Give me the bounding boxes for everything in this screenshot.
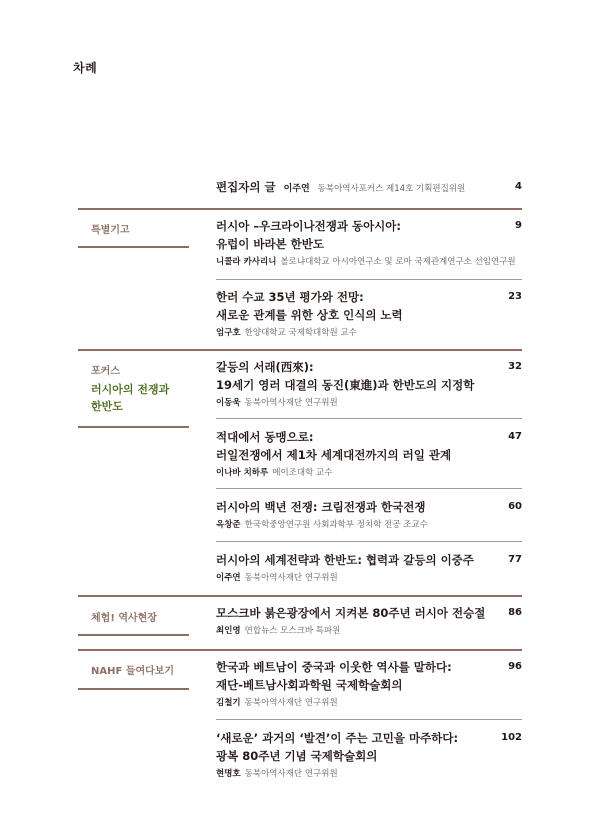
entry-title-line-2: 재단-베트남사회과학원 국제학술회의 <box>216 678 403 692</box>
entry-page: 96 <box>508 661 522 672</box>
entry-page: 102 <box>501 732 522 743</box>
entry-page: 23 <box>508 291 522 302</box>
toc-entry[interactable] <box>216 729 522 780</box>
entry-author: 이주연 <box>216 573 241 583</box>
entry-title-line-1: 러시아 –우크라이나전쟁과 동아시아: <box>216 219 401 233</box>
toc-entry[interactable] <box>216 358 522 409</box>
section-underline <box>78 688 189 690</box>
entry-author: 김철기 <box>216 698 241 708</box>
entry-title-line-2: 러일전쟁에서 제1차 세계대전까지의 러일 관계 <box>216 448 452 462</box>
entry-author: 이나바 치하루 <box>216 468 269 478</box>
toc-entry[interactable] <box>216 551 522 584</box>
entry-page: 4 <box>515 181 522 192</box>
entry-affiliation: 동북아역사포커스 제14호 기획편집위원 <box>317 184 466 194</box>
entry-title-line-1: 한러 수교 35년 평가와 전망: <box>216 290 364 304</box>
section-divider <box>78 349 522 351</box>
entry-title: 편집자의 글 <box>216 180 276 194</box>
entry-page: 60 <box>508 501 522 512</box>
entry-affiliation: 동북아역사재단 연구위원 <box>244 769 338 779</box>
entry-title-line-2: 새로운 관계를 위한 상호 인식의 노력 <box>216 308 403 322</box>
section-label-field: 체험! 역사현장 <box>91 613 158 624</box>
section-divider <box>78 649 522 651</box>
entry-affiliation: 동북아역사재단 연구위원 <box>244 698 338 708</box>
section-subtitle-line-2: 한반도 <box>91 400 123 413</box>
entry-page: 86 <box>508 607 522 618</box>
entry-page: 32 <box>508 361 522 372</box>
entry-title-line-1: 갈등의 서래(西來): <box>216 360 314 374</box>
section-subtitle-line-1: 러시아의 전쟁과 <box>91 383 170 396</box>
page-title: 차례 <box>73 61 98 75</box>
entry-title-line-2: 19세기 영러 대결의 동진(東進)과 한반도의 지정학 <box>216 378 475 392</box>
entry-author: 이동욱 <box>216 398 241 408</box>
entry-divider <box>216 541 522 542</box>
entry-author: 니콜라 카사리니 <box>216 257 277 267</box>
section-underline <box>78 426 189 428</box>
entry-title-line-1: 러시아의 백년 전쟁: 크림전쟁과 한국전쟁 <box>216 500 426 514</box>
section-divider <box>78 208 522 210</box>
entry-affiliation: 동북아역사재단 연구위원 <box>244 398 338 408</box>
toc-entry[interactable] <box>216 217 522 268</box>
entry-affiliation: 메이조대학 교수 <box>272 468 333 478</box>
entry-title-line-1: 러시아의 세계전략과 한반도: 협력과 갈등의 이중주 <box>216 553 474 567</box>
toc-entry[interactable] <box>216 498 522 531</box>
entry-title-line-1: 모스크바 붉은광장에서 지켜본 80주년 러시아 전승절 <box>216 606 486 620</box>
entry-author: 현명호 <box>216 769 241 779</box>
entry-affiliation: 볼로냐대학교 아시아연구소 및 로마 국제관계연구소 선임연구원 <box>280 257 516 267</box>
entry-affiliation: 연합뉴스 모스크바 특파원 <box>244 626 341 636</box>
entry-page: 9 <box>515 220 522 231</box>
section-divider <box>78 595 522 597</box>
toc-entry-editorial[interactable] <box>216 178 522 198</box>
section-label-nahf: NAHF 들여다보기 <box>91 666 175 677</box>
entry-author: 엄구호 <box>216 328 241 338</box>
section-label-special: 특별기고 <box>91 225 130 236</box>
toc-entry[interactable] <box>216 658 522 709</box>
entry-title-line-1: 적대에서 동맹으로: <box>216 430 314 444</box>
entry-title-line-2: 유럽이 바라본 한반도 <box>216 237 324 251</box>
entry-author: 최인영 <box>216 626 241 636</box>
toc-entry[interactable] <box>216 428 522 479</box>
entry-author: 옥창준 <box>216 520 241 530</box>
toc-entry[interactable] <box>216 604 522 637</box>
entry-page: 77 <box>508 554 522 565</box>
entry-divider <box>216 719 522 720</box>
toc-entry[interactable] <box>216 288 522 339</box>
section-label-focus: 포커스 <box>91 366 120 377</box>
entry-divider <box>216 279 522 280</box>
entry-divider <box>216 418 522 419</box>
entry-page: 47 <box>508 431 522 442</box>
entry-affiliation: 한양대학교 국제학대학원 교수 <box>244 328 357 338</box>
entry-title-line-1: 한국과 베트남이 중국과 이웃한 역사를 말하다: <box>216 660 452 674</box>
entry-title-line-2: 광복 80주년 기념 국제학술회의 <box>216 749 378 763</box>
section-underline <box>78 634 189 636</box>
entry-divider <box>216 488 522 489</box>
entry-affiliation: 한국학중앙연구원 사회과학부 정치학 전공 조교수 <box>244 520 428 530</box>
section-underline <box>78 246 189 248</box>
entry-affiliation: 동북아역사재단 연구위원 <box>244 573 338 583</box>
entry-title-line-1: ‘새로운’ 과거의 ‘발견’이 주는 고민을 마주하다: <box>216 731 459 745</box>
entry-author: 이주연 <box>283 184 310 194</box>
